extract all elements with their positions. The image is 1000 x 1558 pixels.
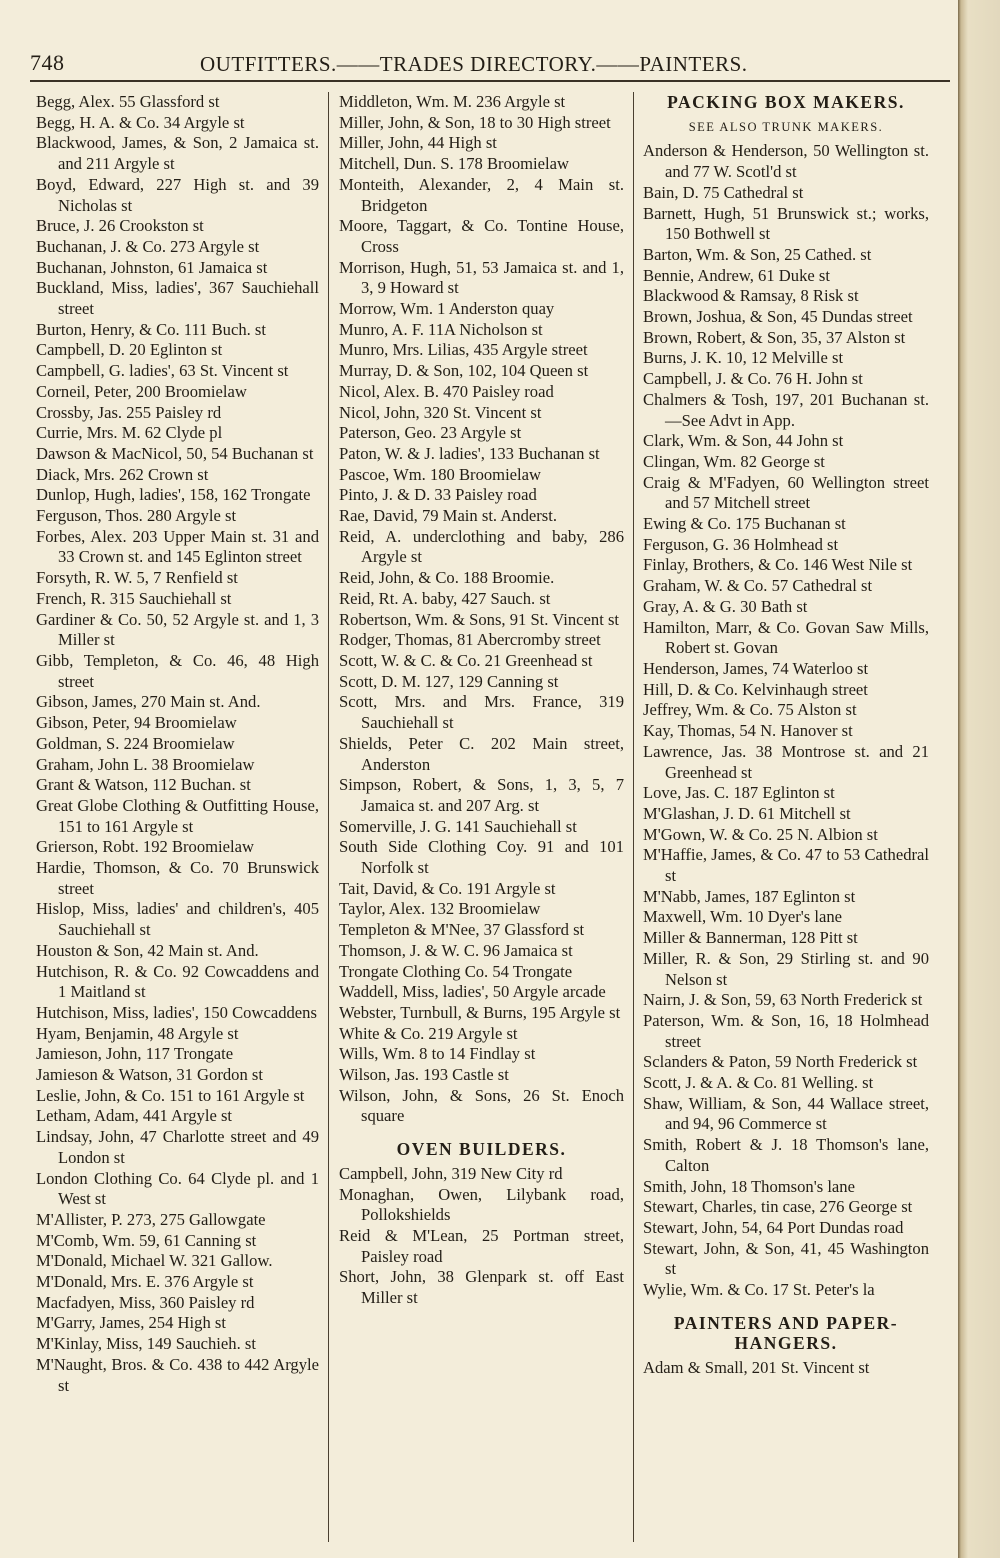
directory-entry: Jamieson, John, 117 Trongate — [36, 1044, 234, 1064]
directory-entry: Buchanan, J. & Co. 273 Argyle st — [36, 236, 260, 256]
directory-entry: Gibson, Peter, 94 Broomielaw — [36, 713, 237, 733]
directory-entry: Ferguson, Thos. 280 Argyle st — [36, 506, 237, 526]
directory-entry: Trongate Clothing Co. 54 Trongate — [339, 961, 573, 981]
directory-entry: Barton, Wm. & Son, 25 Cathed. st — [643, 244, 872, 264]
directory-entry: Brown, Robert, & Son, 35, 37 Alston st — [643, 327, 906, 347]
directory-entry: M'Haffie, James, & Co. 47 to 53 Cathedral st — [643, 845, 929, 886]
directory-entry: Reid & M'Lean, 25 Portman street, Paisley road — [339, 1225, 624, 1266]
directory-entry: Paterson, Wm. & Son, 16, 18 Holmhead street — [643, 1010, 929, 1051]
directory-entry: Thomson, J. & W. C. 96 Jamaica st — [339, 940, 573, 960]
directory-entry: Burton, Henry, & Co. 111 Buch. st — [36, 319, 266, 339]
directory-entry: Jamieson & Watson, 31 Gordon st — [36, 1065, 263, 1085]
directory-entry: Reid, Rt. A. baby, 427 Sauch. st — [339, 588, 551, 608]
directory-entry: Moore, Taggart, & Co. Tontine House, Cross — [339, 216, 624, 256]
directory-entry: Miller & Bannerman, 128 Pitt st — [643, 928, 858, 948]
directory-entry: Ferguson, G. 36 Holmhead st — [643, 534, 839, 554]
packing-box-column — [643, 92, 929, 1379]
directory-entry: Monteith, Alexander, 2, 4 Main st. Bridgeton — [339, 174, 624, 215]
directory-entry: Clark, Wm. & Son, 44 John st — [643, 431, 844, 451]
directory-entry: Barnett, Hugh, 51 Brunswick st.; works, 150 Bothwell st — [643, 203, 929, 244]
directory-entry: Buckland, Miss, ladies', 367 Sauchiehall street — [36, 278, 319, 319]
directory-entry: Hamilton, Marr, & Co. Govan Saw Mills, Robert st. Govan — [643, 617, 929, 658]
directory-entry: Graham, W. & Co. 57 Cathedral st — [643, 576, 873, 596]
directory-entry: Wylie, Wm. & Co. 17 St. Peter's la — [643, 1280, 875, 1300]
directory-entry: Hislop, Miss, ladies' and children's, 405 Sauchiehall st — [36, 899, 319, 940]
outfitters-column-2 — [339, 92, 624, 1309]
section-heading-packing-box-makers: PACKING BOX MAKERS. — [667, 92, 905, 112]
directory-entry: Great Globe Clothing & Outfitting House, 151 to 161 Argyle st — [36, 795, 319, 836]
directory-entry: Somerville, J. G. 141 Sauchiehall st — [339, 816, 577, 836]
directory-entry: Reid, A. underclothing and baby, 286 Argyle st — [339, 526, 624, 567]
directory-entry: M'Kinlay, Miss, 149 Sauchieh. st — [36, 1334, 256, 1354]
directory-entry: Forbes, Alex. 203 Upper Main st. 31 and 33 Crown st. and 145 Eglinton street — [36, 526, 319, 567]
directory-entry: Crossby, Jas. 255 Paisley rd — [36, 402, 222, 422]
directory-entry: M'Donald, Mrs. E. 376 Argyle st — [36, 1272, 254, 1292]
directory-entry: Templeton & M'Nee, 37 Glassford st — [339, 920, 585, 940]
directory-entry: Hutchison, R. & Co. 92 Cowcaddens and 1 Maitland st — [36, 961, 319, 1002]
directory-entry: Bain, D. 75 Cathedral st — [643, 182, 804, 202]
directory-entry: Grant & Watson, 112 Buchan. st — [36, 775, 251, 795]
directory-entry: Blackwood, James, & Son, 2 Jamaica st. and 211 Argyle st — [36, 133, 319, 174]
directory-entry: Miller, John, & Son, 18 to 30 High street — [339, 112, 611, 132]
directory-entry: Jeffrey, Wm. & Co. 75 Alston st — [643, 700, 857, 720]
outfitters-column-1 — [36, 92, 319, 1396]
directory-entry: Adam & Small, 201 St. Vincent st — [643, 1358, 870, 1378]
section-subheading-see-also: SEE ALSO TRUNK MAKERS. — [688, 119, 884, 134]
directory-entry: Finlay, Brothers, & Co. 146 West Nile st — [643, 555, 913, 575]
directory-entry: Hyam, Benjamin, 48 Argyle st — [36, 1023, 239, 1043]
directory-entry: South Side Clothing Coy. 91 and 101 Norfolk st — [339, 837, 624, 878]
directory-entry: Letham, Adam, 441 Argyle st — [36, 1106, 233, 1126]
directory-entry: Love, Jas. C. 187 Eglinton st — [643, 783, 835, 803]
directory-entry: Shaw, William, & Son, 44 Wallace street, and 94, 96 Commerce st — [643, 1093, 929, 1134]
directory-entry: Webster, Turnbull, & Burns, 195 Argyle st — [339, 1002, 621, 1022]
directory-entry: Smith, Robert & J. 18 Thomson's lane, Calton — [643, 1135, 929, 1175]
directory-entry: Dawson & MacNicol, 50, 54 Buchanan st — [36, 443, 314, 463]
directory-entry: Miller, R. & Son, 29 Stirling st. and 90 Nelson st — [643, 948, 929, 989]
directory-entry: M'Gown, W. & Co. 25 N. Albion st — [643, 824, 878, 844]
directory-entry: Diack, Mrs. 262 Crown st — [36, 464, 209, 484]
directory-entry: Begg, Alex. 55 Glassford st — [36, 92, 220, 111]
directory-entry: Paterson, Geo. 23 Argyle st — [339, 423, 522, 443]
directory-entry: Bruce, J. 26 Crookston st — [36, 216, 204, 236]
directory-entry: Stewart, John, 54, 64 Port Dundas road — [643, 1217, 904, 1237]
directory-entry: Campbell, J. & Co. 76 H. John st — [643, 369, 863, 389]
directory-entry: Monaghan, Owen, Lilybank road, Pollokshields — [339, 1184, 624, 1225]
directory-entry: Campbell, G. ladies', 63 St. Vincent st — [36, 361, 289, 381]
directory-entry: Pascoe, Wm. 180 Broomielaw — [339, 464, 542, 484]
directory-entry: Smith, John, 18 Thomson's lane — [643, 1176, 855, 1196]
directory-entry: Stewart, John, & Son, 41, 45 Washington st — [643, 1238, 929, 1279]
directory-entry: Nicol, John, 320 St. Vincent st — [339, 402, 542, 422]
directory-entry: Campbell, D. 20 Eglinton st — [36, 340, 223, 360]
directory-entry: M'Glashan, J. D. 61 Mitchell st — [643, 803, 851, 823]
directory-entry: Sclanders & Paton, 59 North Frederick st — [643, 1052, 918, 1072]
directory-entry: Wills, Wm. 8 to 14 Findlay st — [339, 1044, 536, 1064]
directory-entry: M'Nabb, James, 187 Eglinton st — [643, 886, 856, 906]
directory-entry: Kay, Thomas, 54 N. Hanover st — [643, 721, 853, 741]
directory-entry: French, R. 315 Sauchiehall st — [36, 588, 232, 608]
directory-entry: Nicol, Alex. B. 470 Paisley road — [339, 381, 554, 401]
directory-entry: Maxwell, Wm. 10 Dyer's lane — [643, 907, 842, 927]
directory-entry: Short, John, 38 Glenpark st. off East Miller st — [339, 1267, 624, 1308]
directory-entry: Middleton, Wm. M. 236 Argyle st — [339, 92, 566, 111]
directory-entry: Bennie, Andrew, 61 Duke st — [643, 265, 830, 285]
column-divider — [633, 92, 634, 1542]
directory-entry: M'Garry, James, 254 High st — [36, 1313, 226, 1333]
directory-entry: Hutchison, Miss, ladies', 150 Cowcaddens — [36, 1002, 317, 1022]
directory-entry: Currie, Mrs. M. 62 Clyde pl — [36, 423, 223, 443]
column-divider — [328, 92, 329, 1542]
section-heading-painters: PAINTERS AND PAPER-HANGERS. — [673, 1312, 899, 1354]
directory-entry: Campbell, John, 319 New City rd — [339, 1163, 563, 1183]
directory-entry: M'Allister, P. 273, 275 Gallowgate — [36, 1209, 266, 1229]
directory-entry: Craig & M'Fadyen, 60 Wellington street and 57 Mitchell street — [643, 472, 929, 513]
directory-entry: Stewart, Charles, tin case, 276 George st — [643, 1197, 913, 1217]
directory-entry: Ewing & Co. 175 Buchanan st — [643, 514, 846, 534]
directory-entry: Hill, D. & Co. Kelvinhaugh street — [643, 679, 868, 699]
directory-entry: Grierson, Robt. 192 Broomielaw — [36, 837, 254, 857]
directory-entry: Gibb, Templeton, & Co. 46, 48 High street — [36, 650, 319, 691]
directory-entry: Reid, John, & Co. 188 Broomie. — [339, 568, 555, 588]
directory-entry: Henderson, James, 74 Waterloo st — [643, 658, 869, 678]
directory-entry: Hardie, Thomson, & Co. 70 Brunswick street — [36, 858, 319, 898]
directory-entry: Boyd, Edward, 227 High st. and 39 Nicholas st — [36, 174, 319, 215]
page-header — [30, 50, 950, 80]
directory-entry: Paton, W. & J. ladies', 133 Buchanan st — [339, 443, 600, 463]
directory-entry: Taylor, Alex. 132 Broomielaw — [339, 899, 541, 919]
directory-entry: Gardiner & Co. 50, 52 Argyle st. and 1, 3 Miller st — [36, 609, 319, 650]
directory-entry: Munro, A. F. 11A Nicholson st — [339, 319, 543, 339]
directory-entry: Buchanan, Johnston, 61 Jamaica st — [36, 257, 268, 277]
directory-entry: White & Co. 219 Argyle st — [339, 1023, 518, 1043]
oven-builders-list — [339, 1164, 624, 1309]
directory-entry: Corneil, Peter, 200 Broomielaw — [36, 381, 247, 401]
directory-entry: Dunlop, Hugh, ladies', 158, 162 Trongate — [36, 485, 311, 505]
directory-entry: Blackwood & Ramsay, 8 Risk st — [643, 286, 859, 306]
directory-entry: Houston & Son, 42 Main st. And. — [36, 940, 259, 960]
directory-entry: Tait, David, & Co. 191 Argyle st — [339, 878, 556, 898]
directory-entry: Waddell, Miss, ladies', 50 Argyle arcade — [339, 982, 606, 1002]
directory-entry: Gray, A. & G. 30 Bath st — [643, 596, 808, 616]
directory-entry: M'Comb, Wm. 59, 61 Canning st — [36, 1230, 257, 1250]
directory-entry: Robertson, Wm. & Sons, 91 St. Vincent st — [339, 609, 620, 629]
directory-entry: M'Naught, Bros. & Co. 438 to 442 Argyle st — [36, 1354, 319, 1395]
directory-entry: Clingan, Wm. 82 George st — [643, 451, 825, 471]
running-head: OUTFITTERS.——TRADES DIRECTORY.——PAINTERS. — [200, 52, 748, 76]
painters-list — [643, 1358, 929, 1379]
directory-entry: Gibson, James, 270 Main st. And. — [36, 692, 261, 712]
directory-entry: Leslie, John, & Co. 151 to 161 Argyle st — [36, 1085, 305, 1105]
directory-entry: London Clothing Co. 64 Clyde pl. and 1 West st — [36, 1168, 319, 1209]
outfitters-list-continued — [339, 92, 624, 1127]
adjacent-page-edge — [958, 0, 1000, 1558]
directory-entry: Pinto, J. & D. 33 Paisley road — [339, 485, 537, 505]
directory-entry: Mitchell, Dun. S. 178 Broomielaw — [339, 154, 569, 174]
directory-entry: Wilson, John, & Sons, 26 St. Enoch square — [339, 1085, 624, 1126]
directory-entry: M'Donald, Michael W. 321 Gallow. — [36, 1251, 273, 1271]
directory-entry: Murray, D. & Son, 102, 104 Queen st — [339, 361, 589, 381]
directory-entry: Chalmers & Tosh, 197, 201 Buchanan st.—See Advt in App. — [643, 389, 929, 430]
directory-entry: Goldman, S. 224 Broomielaw — [36, 733, 235, 753]
directory-entry: Rodger, Thomas, 81 Abercromby street — [339, 630, 601, 650]
section-heading-oven-builders: OVEN BUILDERS. — [396, 1139, 567, 1160]
directory-entry: Brown, Joshua, & Son, 45 Dundas street — [643, 307, 913, 327]
directory-entry: Morrow, Wm. 1 Anderston quay — [339, 299, 555, 319]
directory-entry: Scott, Mrs. and Mrs. France, 319 Sauchiehall st — [339, 692, 624, 733]
directory-entry: Scott, J. & A. & Co. 81 Welling. st — [643, 1073, 874, 1093]
header-rule — [30, 80, 950, 82]
directory-entry: Shields, Peter C. 202 Main street, Anderston — [339, 733, 624, 774]
directory-entry: Lawrence, Jas. 38 Montrose st. and 21 Greenhead st — [643, 741, 929, 782]
directory-entry: Morrison, Hugh, 51, 53 Jamaica st. and 1, 3, 9 Howard st — [339, 257, 624, 298]
directory-entry: Scott, D. M. 127, 129 Canning st — [339, 671, 559, 691]
packing-box-makers-list — [643, 141, 929, 1300]
directory-entry: Graham, John L. 38 Broomielaw — [36, 754, 255, 774]
directory-entry: Nairn, J. & Son, 59, 63 North Frederick st — [643, 990, 923, 1010]
directory-entry: Burns, J. K. 10, 12 Melville st — [643, 348, 844, 368]
directory-entry: Forsyth, R. W. 5, 7 Renfield st — [36, 568, 238, 588]
directory-entry: Simpson, Robert, & Sons, 1, 3, 5, 7 Jamaica st. and 207 Arg. st — [339, 775, 624, 815]
directory-entry: Munro, Mrs. Lilias, 435 Argyle street — [339, 340, 588, 360]
directory-entry: Macfadyen, Miss, 360 Paisley rd — [36, 1292, 255, 1312]
page-number: 748 — [30, 50, 65, 75]
directory-entry: Begg, H. A. & Co. 34 Argyle st — [36, 112, 245, 132]
directory-entry: Miller, John, 44 High st — [339, 133, 497, 153]
directory-entry: Scott, W. & C. & Co. 21 Greenhead st — [339, 650, 593, 670]
directory-entry: Wilson, Jas. 193 Castle st — [339, 1065, 509, 1085]
directory-entry: Rae, David, 79 Main st. Anderst. — [339, 506, 557, 526]
directory-entry: Lindsay, John, 47 Charlotte street and 49 London st — [36, 1127, 319, 1167]
directory-entry: Anderson & Henderson, 50 Wellington st. and 77 W. Scotl'd st — [643, 141, 929, 182]
